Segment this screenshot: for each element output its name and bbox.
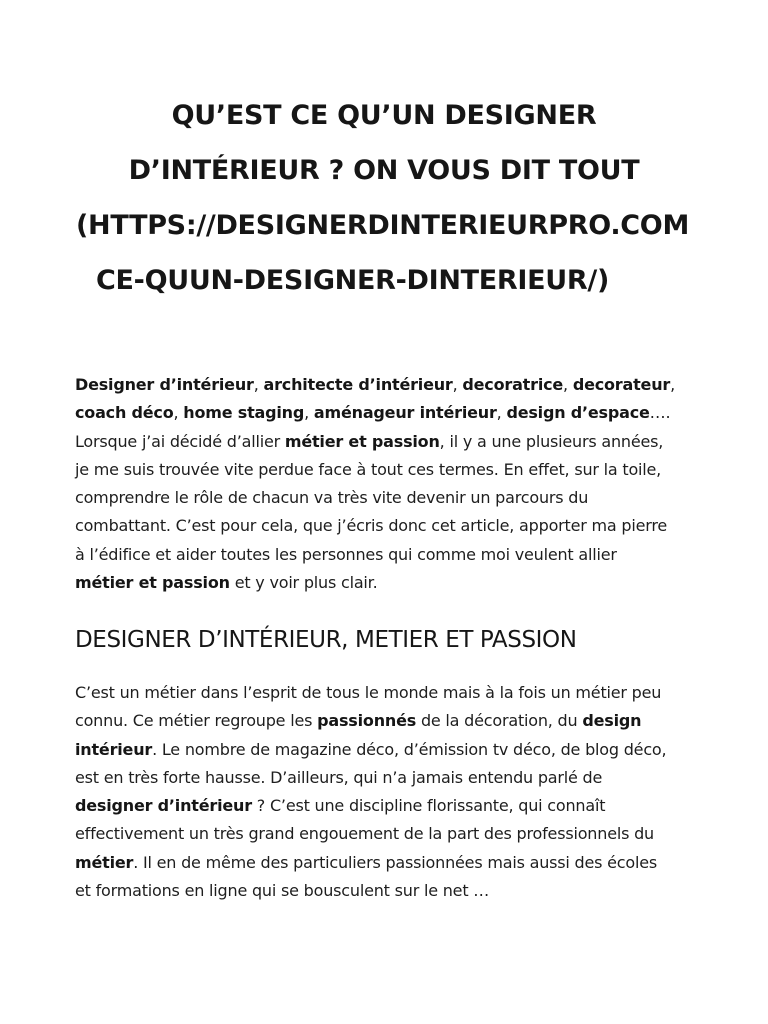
intro-paragraph (75, 371, 695, 597)
section-line-5 (75, 792, 695, 820)
text-run: . Il en de même des particuliers passionnées mais aussi des écoles (133, 852, 658, 872)
text-run: et y voir plus clair. (229, 573, 378, 593)
intro-line-4: je me suis trouvée vite perdue face à tout ces termes. En effet, sur la toile, (75, 459, 662, 479)
text-run: ? C’est une discipline florissante, qui connaît (251, 796, 606, 816)
term-decorateur: decorateur (572, 375, 671, 394)
term-metier-passion: métier et passion (284, 431, 440, 451)
term-coach-deco: coach déco (75, 403, 174, 423)
intro-line-8 (75, 569, 695, 597)
intro-line-3 (75, 428, 695, 456)
intro-line-1 (75, 371, 695, 399)
text-run: connu. Ce métier regroupe les (75, 711, 318, 731)
title-line-1: QU’EST CE QU’UN DESIGNER (171, 100, 597, 131)
text-run: , il y a une plusieurs années, (439, 431, 664, 451)
section-line-2 (75, 707, 695, 735)
section-heading: DESIGNER D’INTÉRIEUR, METIER ET PASSION (75, 627, 577, 653)
section-line-7 (75, 849, 695, 877)
text-run: Lorsque j’ai décidé d’allier (75, 431, 285, 451)
section-line-1: C’est un métier dans l’esprit de tous le monde mais à la fois un métier peu (75, 683, 662, 702)
term-amenageur-interieur: aménageur intérieur (313, 403, 497, 423)
term-design-espace: design d’espace (506, 403, 650, 423)
title-line-2: D’INTÉRIEUR ? ON VOUS DIT TOUT (128, 155, 640, 186)
separator: , (253, 375, 264, 394)
separator: , (452, 375, 463, 394)
separator: , (496, 403, 507, 423)
term-design: design (582, 711, 642, 731)
term-passionnes: passionnés (317, 711, 417, 731)
text-run: de la décoration, du (416, 711, 583, 731)
term-interieur: intérieur (75, 739, 153, 759)
separator: , (304, 403, 314, 423)
section-line-4: est en très forte hausse. D’ailleurs, qui n’a jamais entendu parlé de (75, 767, 603, 787)
article-title (0, 88, 768, 308)
term-designer-interieur: Designer d’intérieur (75, 375, 254, 394)
section-line-3 (75, 736, 695, 764)
section-line-8: et formations en ligne qui se bousculent sur le net … (75, 881, 490, 901)
intro-line-7: à l’édifice et aider toutes les personnes qui comme moi veulent allier (75, 544, 617, 564)
intro-line-6: combattant. C’est pour cela, que j’écris donc cet article, apporter ma pierre (75, 516, 668, 536)
title-line-3: (HTTPS://DESIGNERDINTERIEURPRO.COM (76, 210, 690, 241)
section-line-6: effectivement un très grand engouement de la part des professionnels du (75, 824, 654, 844)
term-decoratrice: decoratrice (462, 375, 564, 394)
separator: , (670, 375, 675, 394)
section-paragraph (75, 679, 695, 905)
title-line-4: CE-QUUN-DESIGNER-DINTERIEUR/) (96, 265, 610, 296)
term-metier: métier (75, 852, 134, 872)
term-metier-passion: métier et passion (75, 573, 230, 593)
term-architecte-interieur: architecte d’intérieur (263, 375, 453, 394)
term-designer-interieur: designer d’intérieur (75, 796, 252, 816)
ellipsis: …. (649, 403, 671, 423)
term-home-staging: home staging (183, 403, 305, 423)
text-run: . Le nombre de magazine déco, d’émission tv déco, de blog déco, (152, 739, 667, 759)
separator: , (563, 375, 573, 394)
separator: , (173, 403, 184, 423)
intro-line-2 (75, 399, 695, 427)
intro-line-5: comprendre le rôle de chacun va très vite devenir un parcours du (75, 488, 589, 508)
